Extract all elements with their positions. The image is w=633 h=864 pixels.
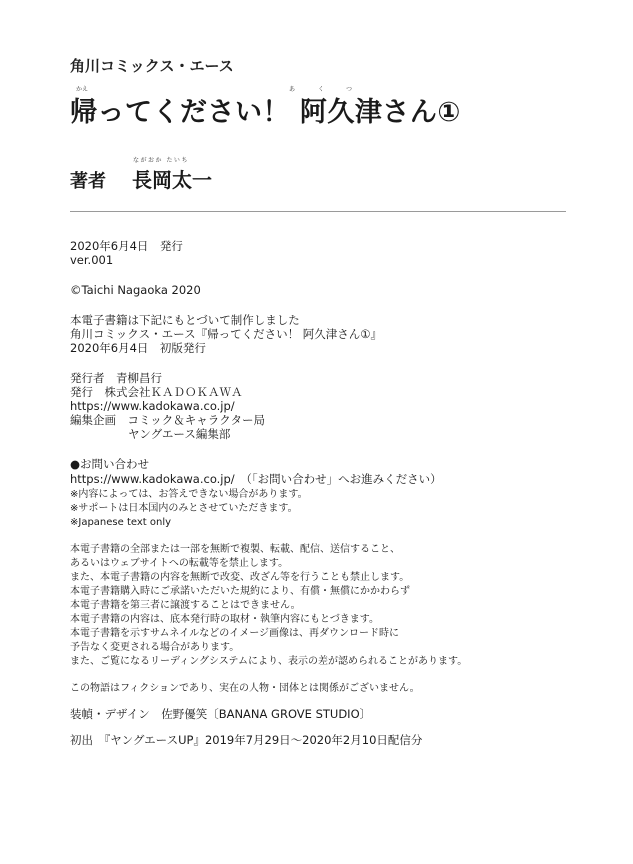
contact-note: ※サポートは日本国内のみとさせていただきます。 <box>70 503 298 514</box>
divider <box>70 211 566 212</box>
publisher-line: 編集企画 コミック＆キャラクター局 <box>70 413 266 427</box>
design-credit: 装幀・デザイン 佐野優笑〔BANANA GROVE STUDIO〕 <box>70 707 372 721</box>
book-title <box>70 96 461 136</box>
source-line: 角川コミックス・エース『帰ってください！ 阿久津さん①』 <box>70 327 383 341</box>
title-ruby-a: あ <box>289 86 296 93</box>
contact-url: https://www.kadokawa.co.jp/ （「お問い合わせ」へお進みください） <box>70 472 442 486</box>
book-title-text: 帰ってください！ 阿久津さん① <box>70 97 461 128</box>
title-ruby-ku: く <box>318 86 325 93</box>
legal-line: 本電子書籍を第三者に譲渡することはできません。 <box>70 600 301 611</box>
author-ruby: ながおか たいち <box>133 157 189 164</box>
pub-date: 2020年6月4日 発行 <box>70 239 183 253</box>
fiction-notice: この物語はフィクションであり、実在の人物・団体とは関係がございません。 <box>70 683 420 694</box>
source-line: 2020年6月4日 初版発行 <box>70 341 206 355</box>
title-ruby-kae: かえ <box>76 86 89 93</box>
legal-line: 本電子書籍の内容は、底本発行時の取材・執筆内容にもとづきます。 <box>70 614 379 625</box>
title-ruby-tsu: つ <box>346 86 353 93</box>
copyright: ©Taichi Nagaoka 2020 <box>70 283 201 297</box>
contact-heading: ●お問い合わせ <box>70 457 150 471</box>
publisher-url: https://www.kadokawa.co.jp/ <box>70 399 235 413</box>
contact-note: ※内容によっては、お答えできない場合があります。 <box>70 489 308 500</box>
contact-note: ※Japanese text only <box>70 517 172 528</box>
imprint-label: 角川コミックス・エース <box>70 57 234 75</box>
legal-line: 本電子書籍の全部または一部を無断で複製、転載、配信、送信すること、 <box>70 544 400 555</box>
version: ver.001 <box>70 253 114 267</box>
publisher-line: 発行 株式会社ＫＡＤＯＫＡＷＡ <box>70 385 243 399</box>
source-line: 本電子書籍は下記にもとづいて制作しました <box>70 313 300 327</box>
author-label: 著者 <box>70 171 106 192</box>
legal-line: あるいはウェブサイトへの転載等を禁止します。 <box>70 558 289 569</box>
legal-line: 本電子書籍を示すサムネイルなどのイメージ画像は、再ダウンロード時に <box>70 628 399 639</box>
first-publication: 初出 『ヤングエースUP』2019年7月29日～2020年2月10日配信分 <box>70 733 423 747</box>
legal-line: また、ご覧になるリーディングシステムにより、表示の差が認められることがあります。 <box>70 656 468 667</box>
publisher-dept: ヤングエース編集部 <box>128 427 231 441</box>
legal-line: 予告なく変更される場合があります。 <box>70 642 240 653</box>
publisher-line: 発行者 青柳昌行 <box>70 371 162 385</box>
author-name: 長岡太一 <box>132 168 212 192</box>
legal-line: また、本電子書籍の内容を無断で改変、改ざん等を行うことも禁止します。 <box>70 572 410 583</box>
legal-line: 本電子書籍購入時にご承諾いただいた規約により、有償・無償にかかわらず <box>70 586 410 597</box>
